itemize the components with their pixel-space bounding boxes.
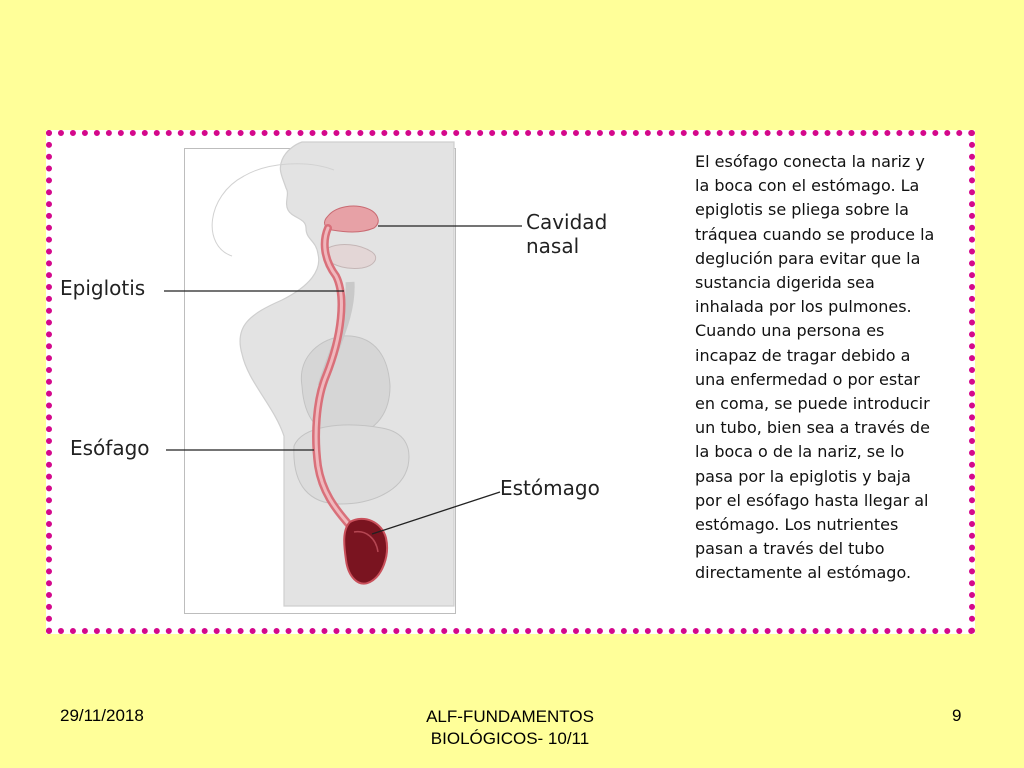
- label-epiglotis: Epiglotis: [60, 276, 146, 300]
- description-line: pasa por la epiglotis y baja: [695, 466, 911, 486]
- footer-date: 29/11/2018: [60, 706, 144, 725]
- slide-number: 9: [952, 706, 962, 725]
- label-esofago: Esófago: [70, 436, 150, 460]
- description-line: tráquea cuando se produce la: [695, 224, 935, 244]
- content-frame: [46, 130, 975, 634]
- description-line: en coma, se puede introducir: [695, 394, 930, 414]
- description-line: un tubo, bien sea a través de: [695, 418, 930, 438]
- description-line: estómago. Los nutrientes: [695, 515, 899, 535]
- label-cavidad-nasal: Cavidad nasal: [526, 210, 608, 258]
- description-line: la boca o de la nariz, se lo: [695, 442, 905, 462]
- description-line: epiglotis se pliega sobre la: [695, 200, 909, 220]
- description-line: pasan a través del tubo: [695, 539, 885, 559]
- footer-title: ALF-FUNDAMENTOS BIOLÓGICOS- 10/11: [426, 707, 594, 748]
- description-line: inhalada por los pulmones.: [695, 297, 912, 317]
- description-line: por el esófago hasta llegar al: [695, 490, 929, 510]
- description-line: El esófago conecta la nariz y: [695, 152, 925, 171]
- description-line: incapaz de tragar debido a: [695, 345, 911, 365]
- label-estomago: Estómago: [500, 476, 600, 500]
- description-line: una enfermedad o por estar: [695, 369, 920, 389]
- description-line: sustancia digerida sea: [695, 273, 875, 293]
- description-line: directamente al estómago.: [695, 563, 912, 583]
- description-line: la boca con el estómago. La: [695, 176, 920, 196]
- description-text: [695, 150, 965, 586]
- description-line: Cuando una persona es: [695, 321, 885, 341]
- description-line: deglución para evitar que la: [695, 248, 921, 268]
